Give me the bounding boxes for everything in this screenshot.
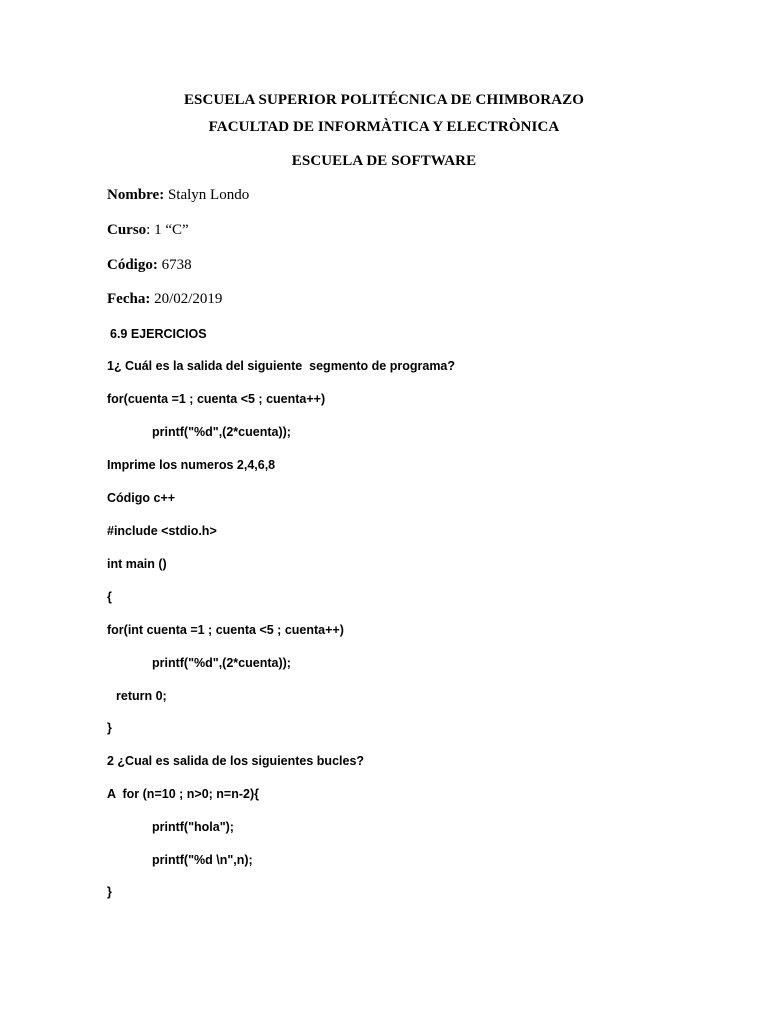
section-title: 6.9 EJERCICIOS — [110, 327, 207, 341]
code-line: #include <stdio.h> — [107, 524, 217, 538]
answer-1: Imprime los numeros 2,4,6,8 — [107, 458, 276, 472]
name-label: Nombre: — [107, 187, 165, 203]
code-line: printf("%d",(2*cuenta)); — [152, 656, 291, 670]
course-value: : 1 “C” — [146, 222, 189, 238]
name-value: Stalyn Londo — [164, 187, 250, 203]
school-title: ESCUELA SUPERIOR POLITÉCNICA DE CHIMBORAZO — [183, 92, 585, 108]
question-1: 1¿ Cuál es la salida del siguiente segmento de programa? — [107, 359, 456, 373]
code-line: printf("%d \n",n); — [152, 853, 253, 867]
code-line: } — [107, 721, 112, 735]
code-value: 6738 — [157, 257, 192, 273]
code-field — [107, 257, 192, 274]
code-line: for(cuenta =1 ; cuenta <5 ; cuenta++) — [107, 392, 326, 406]
code-line: for(int cuenta =1 ; cuenta <5 ; cuenta++) — [107, 623, 344, 637]
code-label: Código: — [107, 257, 158, 273]
date-field — [107, 291, 222, 308]
course-label: Curso — [107, 222, 147, 238]
name-field — [107, 187, 249, 204]
code-line: int main () — [107, 557, 167, 571]
code-line: printf("hola"); — [152, 820, 234, 834]
code-line: } — [107, 885, 112, 899]
code-line: printf("%d",(2*cuenta)); — [152, 425, 291, 439]
code-line: return 0; — [116, 689, 167, 703]
date-value: 20/02/2019 — [150, 291, 223, 307]
code-heading: Código c++ — [107, 491, 176, 505]
code-line: A for (n=10 ; n>0; n=n-2){ — [107, 787, 259, 801]
department-title: ESCUELA DE SOFTWARE — [291, 153, 477, 169]
date-label: Fecha: — [107, 291, 151, 307]
course-field — [107, 222, 189, 239]
code-line: { — [107, 590, 112, 604]
faculty-title: FACULTAD DE INFORMÀTICA Y ELECTRÒNICA — [208, 119, 560, 135]
question-2: 2 ¿Cual es salida de los siguientes bucles? — [107, 754, 365, 768]
